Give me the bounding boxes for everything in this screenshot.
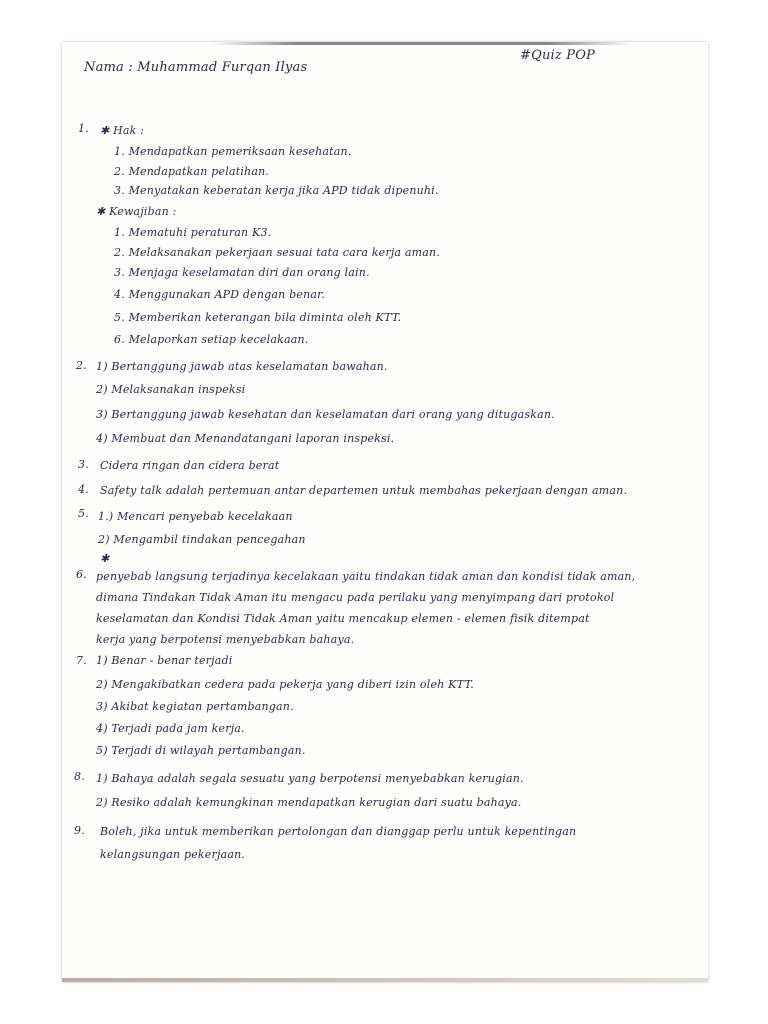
q1-hak-item: 2. Mendapatkan pelatihan.: [114, 165, 270, 178]
q7-item: 5) Terjadi di wilayah pertambangan.: [96, 744, 306, 757]
q1-hak-title: ✱ Hak :: [100, 124, 145, 137]
q6-line: kerja yang berpotensi menyebabkan bahaya.: [96, 633, 355, 646]
student-name: Nama : Muhammad Furqan Ilyas: [84, 60, 308, 75]
q7-item: 4) Terjadi pada jam kerja.: [96, 722, 245, 735]
q1-kewajiban-item: 4. Menggunakan APD dengan benar.: [114, 288, 326, 301]
q8-item: 2) Resiko adalah kemungkinan mendapatkan kerugian dari suatu bahaya.: [96, 796, 522, 809]
q7-item: 1) Benar - benar terjadi: [96, 654, 233, 667]
q1-kewajiban-item: 3. Menjaga keselamatan diri dan orang lain.: [114, 266, 370, 279]
q6-line: dimana Tindakan Tidak Aman itu mengacu pada perilaku yang menyimpang dari protokol: [96, 591, 615, 604]
q4-number: 4.: [78, 483, 89, 496]
q5-item: 1.) Mencari penyebab kecelakaan: [98, 510, 293, 523]
q1-hak-item: 1. Mendapatkan pemeriksaan kesehatan.: [114, 145, 352, 158]
q7-item: 3) Akibat kegiatan pertambangan.: [96, 700, 294, 713]
q2-item: 3) Bertanggung jawab kesehatan dan keselamatan dari orang yang ditugaskan.: [96, 408, 555, 421]
q8-item: 1) Bahaya adalah segala sesuatu yang berpotensi menyebabkan kerugian.: [96, 772, 524, 785]
quiz-tag: #Quiz POP: [520, 48, 596, 63]
q9-number: 9.: [74, 824, 85, 837]
q6-line: penyebab langsung terjadinya kecelakaan yaitu tindakan tidak aman dan kondisi tidak aman,: [96, 570, 636, 583]
q4-answer: Safety talk adalah pertemuan antar departemen untuk membahas pekerjaan dengan aman.: [100, 484, 628, 497]
q1-hak-item: 3. Menyatakan keberatan kerja jika APD tidak dipenuhi.: [114, 184, 439, 197]
q2-number: 2.: [76, 359, 87, 372]
page-top-shadow: [212, 42, 632, 45]
q2-item: 1) Bertanggung jawab atas keselamatan bawahan.: [96, 360, 388, 373]
q3-number: 3.: [78, 458, 89, 471]
q3-answer: Cidera ringan dan cidera berat: [100, 459, 280, 472]
q1-kewajiban-item: 6. Melaporkan setiap kecelakaan.: [114, 333, 309, 346]
paper-sheet: [62, 42, 708, 982]
q1-kewajiban-title: ✱ Kewajiban :: [96, 205, 177, 218]
q6-number: 6.: [76, 568, 87, 581]
q8-number: 8.: [74, 770, 85, 783]
q1-kewajiban-item: 2. Melaksanakan pekerjaan sesuai tata cara kerja aman.: [114, 246, 441, 259]
q1-kewajiban-item: 1. Mematuhi peraturan K3.: [114, 226, 272, 239]
q6-line: keselamatan dan Kondisi Tidak Aman yaitu mencakup elemen - elemen fisik ditempat: [96, 612, 590, 625]
page-bottom-edge: [62, 978, 708, 982]
q2-item: 4) Membuat dan Menandatangani laporan inspeksi.: [96, 432, 395, 445]
q1-number: 1.: [78, 122, 89, 135]
q9-line: Boleh, jika untuk memberikan pertolongan dan dianggap perlu untuk kepentingan: [100, 825, 577, 838]
q7-number: 7.: [76, 654, 87, 667]
q9-line: kelangsungan pekerjaan.: [100, 848, 246, 861]
q5-number: 5.: [78, 507, 89, 520]
q5-mark: ✱: [100, 552, 110, 565]
q2-item: 2) Melaksanakan inspeksi: [96, 383, 246, 396]
q1-kewajiban-item: 5. Memberikan keterangan bila diminta oleh KTT.: [114, 311, 402, 324]
q7-item: 2) Mengakibatkan cedera pada pekerja yang diberi izin oleh KTT.: [96, 678, 474, 691]
q5-item: 2) Mengambil tindakan pencegahan: [98, 533, 306, 546]
